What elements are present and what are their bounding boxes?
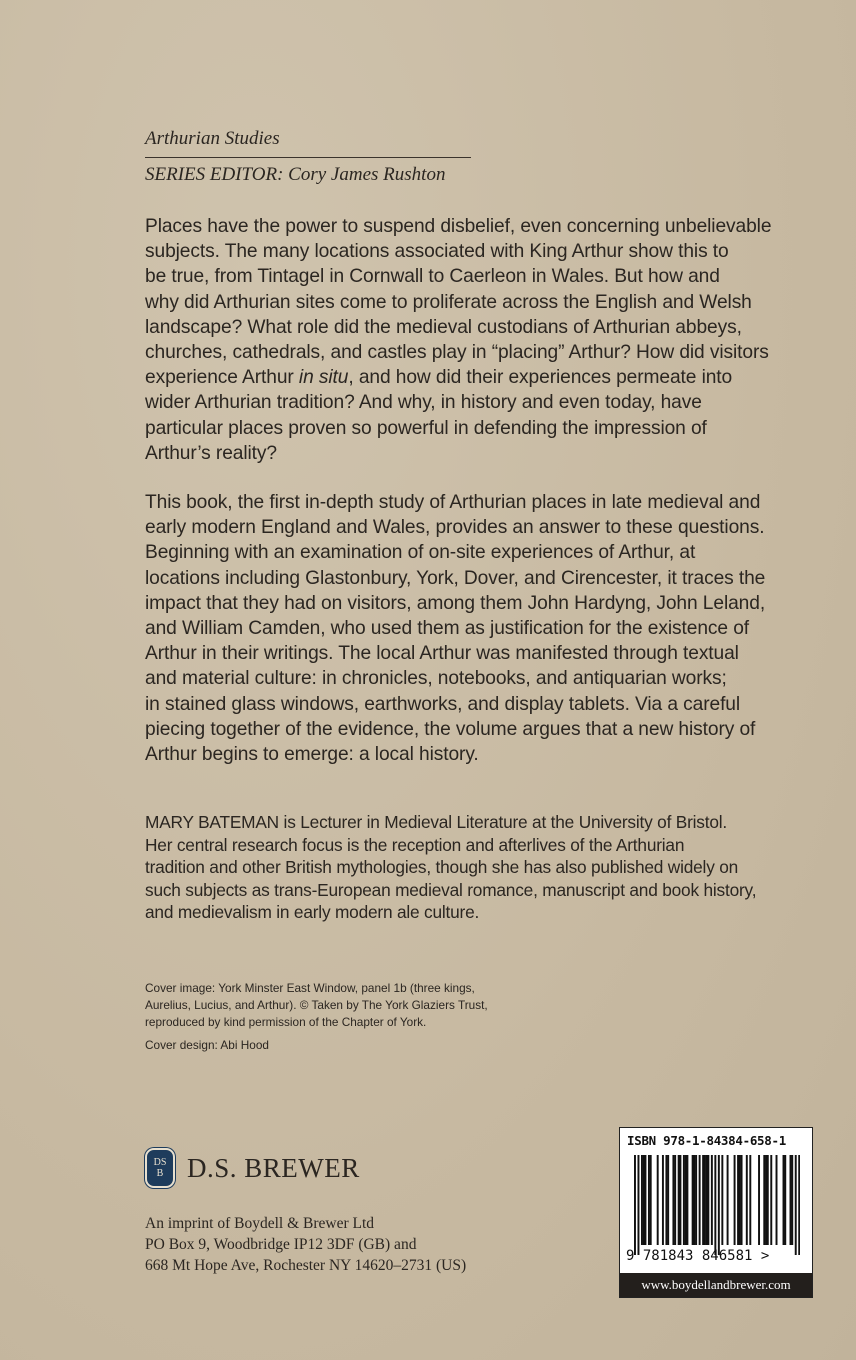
- text-line: Arthur’s reality?: [145, 442, 277, 464]
- barcode-bar: [637, 1155, 639, 1255]
- text-line: reproduced by kind permission of the Chapter of York.: [145, 1015, 427, 1029]
- barcode-bar: [737, 1155, 739, 1245]
- barcode-bar: [683, 1155, 685, 1245]
- text-line: such subjects as trans-European medieval romance, manuscript and book history,: [145, 879, 757, 900]
- barcode-bar: [665, 1155, 667, 1245]
- isbn-barcode-box: [619, 1127, 813, 1298]
- barcode-bar: [706, 1155, 708, 1245]
- text-line: Cover image: York Minster East Window, panel 1b (three kings,: [145, 981, 475, 995]
- text-span: in situ: [298, 367, 349, 389]
- barcode-bar: [672, 1155, 674, 1245]
- text-line: be true, from Tintagel in Cornwall to Caerleon in Wales. But how and: [145, 266, 720, 288]
- text-line: and medievalism in early modern ale culture.: [145, 902, 480, 923]
- text-span: experience Arthur: [145, 367, 299, 389]
- barcode-bar: [795, 1155, 797, 1255]
- barcode-bar: [763, 1155, 765, 1245]
- barcode-bar: [679, 1155, 681, 1245]
- text-line: wider Arthurian tradition? And why, in history and even today, have: [145, 392, 702, 414]
- text-line: churches, cathedrals, and castles play in “placing” Arthur? How did visitors: [145, 342, 769, 364]
- barcode-bar: [641, 1155, 643, 1245]
- barcode-bar: [765, 1155, 767, 1245]
- barcode-bar: [734, 1155, 736, 1245]
- barcode-bar: [718, 1155, 720, 1255]
- barcode-bar: [721, 1155, 723, 1245]
- barcode-bar: [749, 1155, 751, 1245]
- blurb-paragraph-2: [145, 490, 765, 767]
- cover-design-credit: Cover design: Abi Hood: [145, 1038, 269, 1052]
- series-title: Arthurian Studies: [145, 128, 280, 149]
- text-line: Beginning with an examination of on-site experiences of Arthur, at: [145, 542, 696, 564]
- barcode-bar: [685, 1155, 687, 1245]
- barcode-bar: [650, 1155, 652, 1245]
- text-line: Places have the power to suspend disbelief, even concerning unbelievable: [145, 216, 772, 237]
- barcode-bar: [776, 1155, 778, 1245]
- publisher-logo: [145, 1148, 360, 1188]
- text-line: why did Arthurian sites come to proliferate across the English and Welsh: [145, 291, 752, 313]
- barcode-bar: [727, 1155, 729, 1245]
- text-span: , and how did their experiences permeate into: [348, 367, 733, 389]
- barcode-bar: [784, 1155, 786, 1245]
- cover-credits: [145, 980, 488, 1054]
- series-editor: SERIES EDITOR: Cory James Rushton: [145, 164, 446, 185]
- barcode-bar: [693, 1155, 695, 1245]
- text-line: Arthur begins to emerge: a local history.: [145, 744, 479, 766]
- barcode-bar: [714, 1155, 716, 1255]
- barcode-bar: [692, 1155, 694, 1245]
- text-line: Arthur in their writings. The local Arthur was manifested through textual: [145, 643, 739, 665]
- barcode-bar: [643, 1155, 645, 1245]
- publisher-website: www.boydellandbrewer.com: [620, 1273, 812, 1297]
- text-line: [145, 365, 771, 390]
- barcode-bar: [758, 1155, 760, 1245]
- barcode-bar: [798, 1155, 800, 1255]
- text-line: in stained glass windows, earthworks, and display tablets. Via a careful: [145, 693, 741, 715]
- barcode-bar: [767, 1155, 769, 1245]
- barcode-bar: [674, 1155, 676, 1245]
- publisher-address: [145, 1213, 466, 1276]
- text-line: piecing together of the evidence, the volume argues that a new history of: [145, 718, 756, 740]
- text-line: This book, the first in-depth study of Arthurian places in late medieval and: [145, 492, 761, 513]
- barcode-bar: [686, 1155, 688, 1245]
- barcode-bar: [702, 1155, 704, 1245]
- barcode-bar: [667, 1155, 669, 1245]
- barcode-bar: [783, 1155, 785, 1245]
- barcode-bar: [662, 1155, 664, 1245]
- text-line: particular places proven so powerful in defending the impression of: [145, 417, 707, 439]
- text-line: Her central research focus is the reception and afterlives of the Arthurian: [145, 834, 685, 855]
- text-line: 668 Mt Hope Ave, Rochester NY 14620–2731 (US): [145, 1257, 467, 1274]
- barcode-bar: [791, 1155, 793, 1245]
- barcode-bar: [648, 1155, 650, 1245]
- text-line: and material culture: in chronicles, notebooks, and antiquarian works;: [145, 668, 727, 690]
- barcode-bar: [741, 1155, 743, 1245]
- barcode-bar: [790, 1155, 792, 1245]
- text-line: impact that they had on visitors, among them John Hardyng, John Leland,: [145, 592, 766, 614]
- text-line: and William Camden, who used them as justification for the existence of: [145, 618, 749, 640]
- barcode-bar: [678, 1155, 680, 1245]
- blurb-paragraph-1: [145, 214, 771, 466]
- author-bio: [145, 811, 756, 924]
- text-line: early modern England and Wales, provides an answer to these questions.: [145, 517, 765, 539]
- text-line: MARY BATEMAN is Lecturer in Medieval Literature at the University of Bristol.: [145, 812, 727, 832]
- barcode-bar: [699, 1155, 701, 1245]
- barcode-bar: [711, 1155, 713, 1245]
- text-line: locations including Glastonbury, York, Dover, and Cirencester, it traces the: [145, 567, 766, 589]
- barcode-bar: [770, 1155, 772, 1245]
- text-line: An imprint of Boydell & Brewer Ltd: [145, 1215, 375, 1232]
- barcode-bar: [695, 1155, 697, 1245]
- barcode-bar: [746, 1155, 748, 1245]
- barcode-digits: 9 781843 846581 >: [626, 1248, 770, 1264]
- barcode-bar: [657, 1155, 659, 1245]
- barcode-bar: [704, 1155, 706, 1245]
- barcode-icon: [634, 1155, 800, 1255]
- isbn-text: ISBN 978-1-84384-658-1: [627, 1133, 786, 1148]
- text-line: landscape? What role did the medieval custodians of Arthurian abbeys,: [145, 316, 742, 338]
- barcode-bar: [707, 1155, 709, 1245]
- series-divider: [145, 157, 471, 158]
- ds-brewer-logo-icon: DS B: [145, 1148, 175, 1188]
- barcode-bar: [739, 1155, 741, 1245]
- barcode-bar: [634, 1155, 636, 1255]
- text-line: tradition and other British mythologies, though she has also published widely on: [145, 857, 739, 878]
- text-line: subjects. The many locations associated with King Arthur show this to: [145, 241, 729, 263]
- text-line: Aurelius, Lucius, and Arthur). © Taken by The York Glaziers Trust,: [145, 998, 488, 1012]
- publisher-name: D.S. BREWER: [187, 1152, 360, 1183]
- barcode-bar: [644, 1155, 646, 1245]
- text-line: PO Box 9, Woodbridge IP12 3DF (GB) and: [145, 1236, 417, 1253]
